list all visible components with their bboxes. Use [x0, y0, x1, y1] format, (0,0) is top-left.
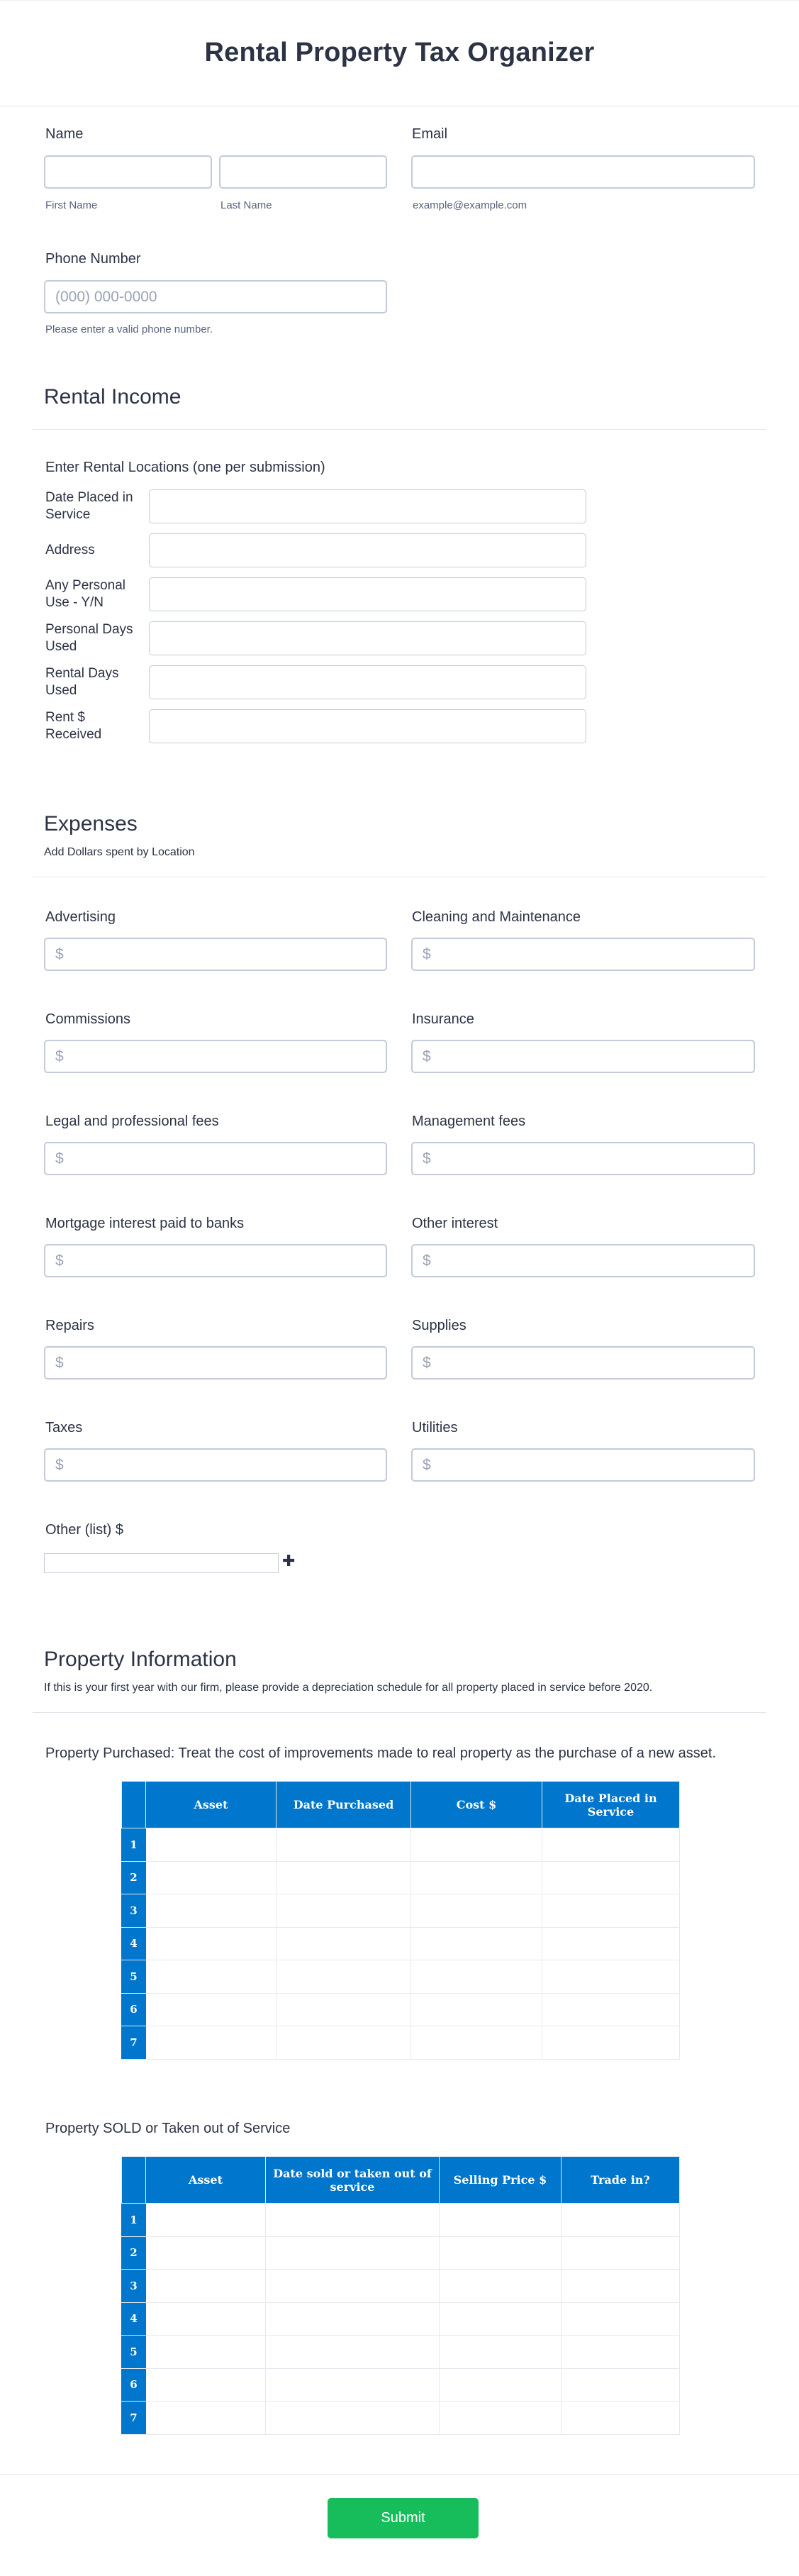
section-divider	[33, 1712, 766, 1713]
cleaning-maintenance-label: Cleaning and Maintenance	[412, 909, 581, 925]
email-label: Email	[412, 126, 448, 142]
table-cell-input[interactable]	[276, 1894, 411, 1928]
table-cell-input[interactable]	[440, 2336, 561, 2369]
table-cell-input[interactable]	[542, 1927, 680, 1960]
table-cell-input[interactable]	[440, 2302, 561, 2336]
row-label-personal-days: Personal Days Used	[45, 622, 133, 654]
insurance-label: Insurance	[412, 1011, 474, 1027]
cleaning-maintenance-input[interactable]	[411, 938, 755, 971]
legal-fees-label: Legal and professional fees	[45, 1114, 219, 1129]
footer-divider	[0, 2474, 799, 2475]
table-cell-input[interactable]	[146, 1828, 276, 1862]
commissions-label: Commissions	[45, 1011, 131, 1027]
expenses-subtitle: Add Dollars spent by Location	[44, 846, 195, 858]
table-cell-input[interactable]	[146, 2302, 266, 2336]
table-cell-input[interactable]	[266, 2204, 440, 2237]
advertising-label: Advertising	[45, 909, 116, 925]
taxes-input[interactable]	[44, 1448, 387, 1482]
advertising-input[interactable]	[44, 938, 387, 971]
table-cell-input[interactable]	[561, 2302, 680, 2336]
table-cell-input[interactable]	[276, 1960, 411, 1994]
currency-placeholder: $	[55, 945, 64, 962]
utilities-input[interactable]	[411, 1448, 755, 1482]
name-label: Name	[45, 126, 84, 142]
address-input[interactable]	[149, 533, 586, 567]
row-number: 3	[122, 2270, 146, 2303]
table-cell-input[interactable]	[561, 2336, 680, 2369]
form-title: Rental Property Tax Organizer	[204, 38, 595, 67]
row-number: 3	[122, 1894, 146, 1928]
table-corner	[122, 1782, 146, 1828]
table-row	[122, 2302, 680, 2336]
utilities-label: Utilities	[412, 1420, 458, 1436]
column-header: Trade in?	[561, 2157, 680, 2204]
row-label-address: Address	[45, 543, 95, 557]
section-divider	[33, 429, 766, 430]
row-label-rent-received: Rent $ Received	[45, 710, 102, 742]
table-cell-input[interactable]	[146, 1894, 276, 1928]
table-row	[122, 2368, 680, 2402]
column-header: Date sold or taken out of service	[266, 2157, 440, 2204]
table-cell-input[interactable]	[266, 2302, 440, 2336]
currency-placeholder: $	[423, 1354, 431, 1371]
table-cell-input[interactable]	[561, 2402, 680, 2435]
expenses-title: Expenses	[44, 812, 138, 835]
row-number: 2	[122, 2236, 146, 2270]
table-row	[122, 2270, 680, 2303]
table-cell-input[interactable]	[542, 1861, 680, 1894]
table-cell-input[interactable]	[276, 1861, 411, 1894]
taxes-label: Taxes	[45, 1420, 83, 1436]
currency-placeholder: $	[55, 1354, 64, 1371]
other-list-label: Other (list) $	[45, 1522, 124, 1538]
rental-days-input[interactable]	[149, 665, 586, 699]
rental-income-title: Rental Income	[44, 385, 181, 409]
row-number: 7	[122, 2026, 146, 2060]
first-name-input[interactable]	[44, 155, 212, 189]
table-cell-input[interactable]	[542, 1828, 680, 1862]
row-label-personal-use: Any Personal Use - Y/N	[45, 578, 126, 610]
supplies-label: Supplies	[412, 1318, 466, 1333]
currency-placeholder: $	[423, 1048, 431, 1065]
table-cell-input[interactable]	[266, 2368, 440, 2402]
email-sublabel: example@example.com	[413, 199, 527, 211]
row-number: 5	[122, 2336, 146, 2369]
table-cell-input[interactable]	[440, 2204, 561, 2237]
column-header: Date Purchased	[276, 1782, 411, 1828]
table-cell-input[interactable]	[146, 1927, 276, 1960]
submit-button[interactable]: Submit	[328, 2498, 479, 2538]
repairs-label: Repairs	[45, 1318, 94, 1333]
row-number: 4	[122, 1927, 146, 1960]
table-cell-input[interactable]	[146, 2026, 276, 2060]
table-row	[122, 1828, 680, 1862]
phone-input[interactable]	[44, 280, 387, 313]
currency-placeholder: $	[55, 1456, 64, 1473]
table-cell-input[interactable]	[440, 2236, 561, 2270]
currency-placeholder: $	[55, 1048, 64, 1065]
personal-days-input[interactable]	[149, 621, 586, 655]
table-cell-input[interactable]	[146, 2270, 266, 2303]
currency-placeholder: $	[423, 945, 431, 962]
add-item-icon[interactable]: ✚	[282, 1553, 296, 1570]
table-cell-input[interactable]	[411, 1993, 542, 2026]
date-placed-input[interactable]	[149, 489, 586, 523]
table-cell-input[interactable]	[276, 1828, 411, 1862]
rental-locations-question: Enter Rental Locations (one per submission)	[45, 460, 325, 475]
rent-received-input[interactable]	[149, 709, 586, 743]
table-row	[122, 2236, 680, 2270]
property-purchased-table	[121, 1781, 680, 2060]
row-number: 5	[122, 1960, 146, 1994]
management-fees-label: Management fees	[412, 1114, 526, 1129]
table-cell-input[interactable]	[146, 1993, 276, 2026]
currency-placeholder: $	[423, 1252, 431, 1269]
personal-use-input[interactable]	[149, 577, 586, 611]
currency-placeholder: $	[55, 1150, 64, 1167]
table-cell-input[interactable]	[440, 2402, 561, 2435]
row-number: 4	[122, 2302, 146, 2336]
table-cell-input[interactable]	[276, 1927, 411, 1960]
last-name-sublabel: Last Name	[220, 199, 272, 211]
table-cell-input[interactable]	[542, 2026, 680, 2060]
table-cell-input[interactable]	[146, 2336, 266, 2369]
commissions-input[interactable]	[44, 1040, 387, 1073]
table-cell-input[interactable]	[542, 1894, 680, 1928]
row-number: 1	[122, 1828, 146, 1862]
table-cell-input[interactable]	[561, 2204, 680, 2237]
table-cell-input[interactable]	[146, 1960, 276, 1994]
column-header: Asset	[146, 2157, 266, 2204]
table-cell-input[interactable]	[146, 2236, 266, 2270]
other-interest-label: Other interest	[412, 1216, 498, 1231]
table-cell-input[interactable]	[411, 1861, 542, 1894]
column-header: Date Placed in Service	[542, 1782, 680, 1828]
table-cell-input[interactable]	[561, 2270, 680, 2303]
last-name-input[interactable]	[219, 155, 387, 189]
property-sold-label: Property SOLD or Taken out of Service	[45, 2121, 291, 2136]
currency-placeholder: $	[55, 1252, 64, 1269]
table-cell-input[interactable]	[561, 2236, 680, 2270]
supplies-input[interactable]	[411, 1346, 755, 1379]
column-header: Cost $	[411, 1782, 542, 1828]
table-cell-input[interactable]	[266, 2270, 440, 2303]
form-header	[0, 0, 799, 106]
row-number: 1	[122, 2204, 146, 2237]
table-cell-input[interactable]	[411, 1927, 542, 1960]
row-label-rental-days: Rental Days Used	[45, 666, 119, 698]
row-number: 6	[122, 2368, 146, 2402]
table-cell-input[interactable]	[266, 2236, 440, 2270]
table-row	[122, 1894, 680, 1928]
legal-fees-input[interactable]	[44, 1142, 387, 1175]
table-cell-input[interactable]	[266, 2336, 440, 2369]
table-corner	[122, 2157, 146, 2204]
property-info-subtitle: If this is your first year with our firm, please provide a depreciation schedule for all property placed in service before 2020.	[44, 1682, 653, 1694]
table-cell-input[interactable]	[440, 2368, 561, 2402]
phone-sublabel: Please enter a valid phone number.	[45, 323, 213, 335]
management-fees-input[interactable]	[411, 1142, 755, 1175]
table-row	[122, 2026, 680, 2060]
table-cell-input[interactable]	[266, 2402, 440, 2435]
table-cell-input[interactable]	[146, 1861, 276, 1894]
insurance-input[interactable]	[411, 1040, 755, 1073]
table-cell-input[interactable]	[542, 1993, 680, 2026]
table-row	[122, 2204, 680, 2237]
mortgage-interest-label: Mortgage interest paid to banks	[45, 1216, 245, 1231]
table-cell-input[interactable]	[146, 2204, 266, 2237]
table-cell-input[interactable]	[276, 2026, 411, 2060]
table-cell-input[interactable]	[542, 1960, 680, 1994]
table-cell-input[interactable]	[411, 2026, 542, 2060]
table-cell-input[interactable]	[411, 1894, 542, 1928]
mortgage-interest-input[interactable]	[44, 1244, 387, 1277]
column-header: Selling Price $	[440, 2157, 561, 2204]
table-cell-input[interactable]	[411, 1960, 542, 1994]
row-number: 7	[122, 2402, 146, 2435]
table-cell-input[interactable]	[440, 2270, 561, 2303]
first-name-sublabel: First Name	[45, 199, 98, 211]
table-row	[122, 1960, 680, 1994]
table-row	[122, 1927, 680, 1960]
property-purchased-label: Property Purchased: Treat the cost of improvements made to real property as the purchase of a new asset.	[45, 1745, 717, 1761]
currency-placeholder: $	[423, 1150, 431, 1167]
table-cell-input[interactable]	[146, 2368, 266, 2402]
table-row	[122, 2402, 680, 2435]
property-sold-table	[121, 2156, 680, 2435]
row-number: 2	[122, 1861, 146, 1894]
table-cell-input[interactable]	[146, 2402, 266, 2435]
other-list-input[interactable]	[44, 1553, 279, 1573]
repairs-input[interactable]	[44, 1346, 387, 1379]
table-cell-input[interactable]	[411, 1828, 542, 1862]
row-label-date-placed: Date Placed in Service	[45, 490, 133, 522]
currency-placeholder: $	[423, 1456, 431, 1473]
table-row	[122, 1861, 680, 1894]
property-info-title: Property Information	[44, 1648, 237, 1671]
phone-placeholder: (000) 000-0000	[55, 288, 157, 305]
table-cell-input[interactable]	[561, 2368, 680, 2402]
table-row	[122, 2336, 680, 2369]
email-input[interactable]	[411, 155, 755, 189]
phone-label: Phone Number	[45, 251, 141, 267]
other-interest-input[interactable]	[411, 1244, 755, 1277]
table-row	[122, 1993, 680, 2026]
row-number: 6	[122, 1993, 146, 2026]
table-cell-input[interactable]	[276, 1993, 411, 2026]
column-header: Asset	[146, 1782, 276, 1828]
